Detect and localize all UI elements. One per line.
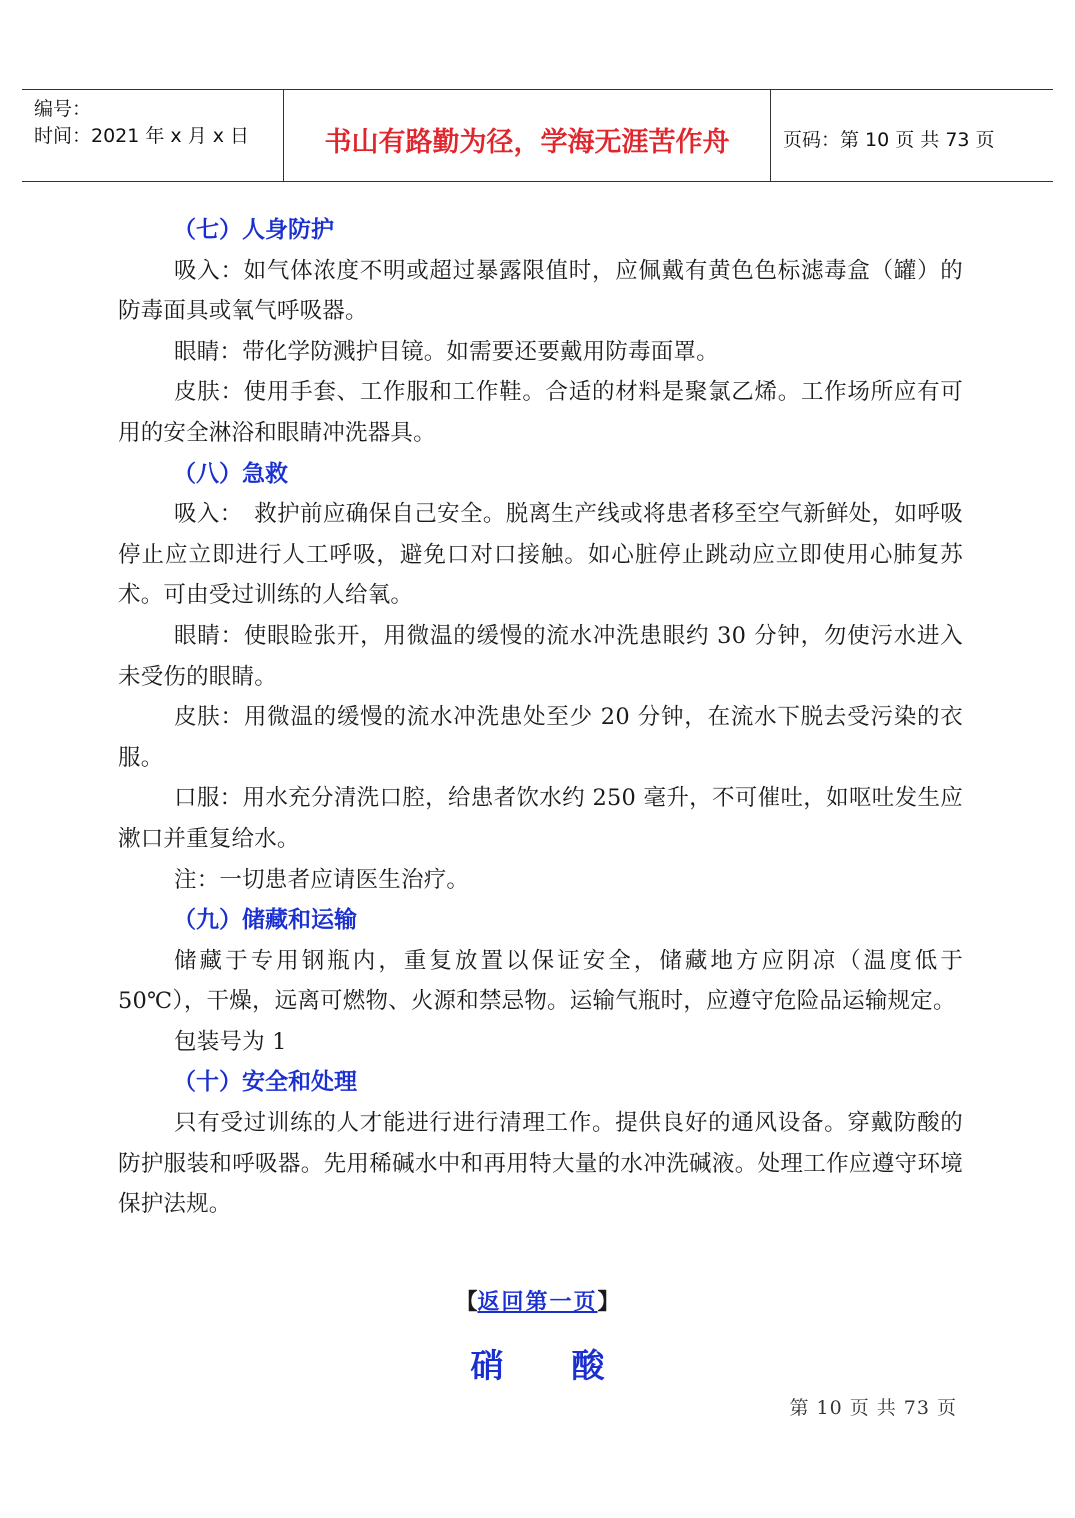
- paragraph: 皮肤：使用手套、工作服和工作鞋。合适的材料是聚氯乙烯。工作场所应有可用的安全淋浴和眼睛冲洗器具。: [118, 379, 963, 446]
- paragraph: 眼睛：使眼睑张开，用微温的缓慢的流水冲洗患眼约 30 分钟，勿使污水进入未受伤的眼睛。: [118, 622, 963, 690]
- header-right-cell: [771, 90, 1053, 181]
- section-heading-first-aid: （八）急救: [173, 460, 288, 487]
- paragraph: 皮肤：用微温的缓慢的流水冲洗患处至少 20 分钟，在流水下脱去受污染的衣服。: [118, 704, 963, 771]
- page-info: 页码：第 10 页 共 73 页: [783, 129, 995, 151]
- bracket-close: 】: [597, 1289, 620, 1315]
- page-footer: 第 10 页 共 73 页: [789, 1397, 957, 1419]
- time-label: 时间：2021 年 x 月 x 日: [34, 125, 250, 147]
- paragraph: 吸入：如气体浓度不明或超过暴露限值时，应佩戴有黄色色标滤毒盒（罐）的防毒面具或氧气呼吸器。: [118, 257, 963, 325]
- paragraph: 眼睛：带化学防溅护目镜。如需要还要戴用防毒面罩。: [174, 338, 719, 365]
- bracket-open: 【: [455, 1289, 478, 1315]
- motto: 书山有路勤为径，学海无涯苦作舟: [324, 127, 730, 158]
- paragraph: 口服：用水充分清洗口腔，给患者饮水约 250 毫升，不可催吐，如呕吐发生应漱口并重复给水。: [118, 785, 963, 852]
- paragraph: 只有受过训练的人才能进行进行清理工作。提供良好的通风设备。穿戴防酸的防护服装和呼吸器。先用稀碱水中和再用特大量的水冲洗碱液。处理工作应遵守环境保护法规。: [118, 1110, 963, 1218]
- next-chemical-title: 硝酸: [470, 1346, 673, 1385]
- back-to-first-page: [0, 1285, 1075, 1316]
- paragraph: 储藏于专用钢瓶内，重复放置以保证安全，储藏地方应阴凉（温度低于 50℃），干燥，远离可燃物、火源和禁忌物。运输气瓶时，应遵守危险品运输规定。: [118, 947, 963, 1015]
- header-left-cell: [22, 90, 284, 181]
- section-heading-handling: （十）安全和处理: [173, 1069, 357, 1096]
- section-heading-storage: （九）储藏和运输: [173, 907, 357, 934]
- header-table: [22, 89, 1053, 182]
- back-to-first-page-link[interactable]: 返回第一页: [477, 1289, 598, 1315]
- document-body: [118, 210, 963, 1225]
- serial-label: 编号：: [34, 98, 92, 120]
- header-middle-cell: [284, 90, 771, 181]
- section-heading-protection: （七）人身防护: [173, 217, 334, 243]
- paragraph: 包装号为 1: [174, 1028, 287, 1055]
- paragraph: 吸入： 救护前应确保自己安全。脱离生产线或将患者移至空气新鲜处，如呼吸停止应立即进行人工呼吸，避免口对口接触。如心脏停止跳动应立即使用心肺复苏术。可由受过训练的人给氧。: [118, 501, 963, 609]
- paragraph: 注：一切患者应请医生治疗。: [174, 866, 470, 893]
